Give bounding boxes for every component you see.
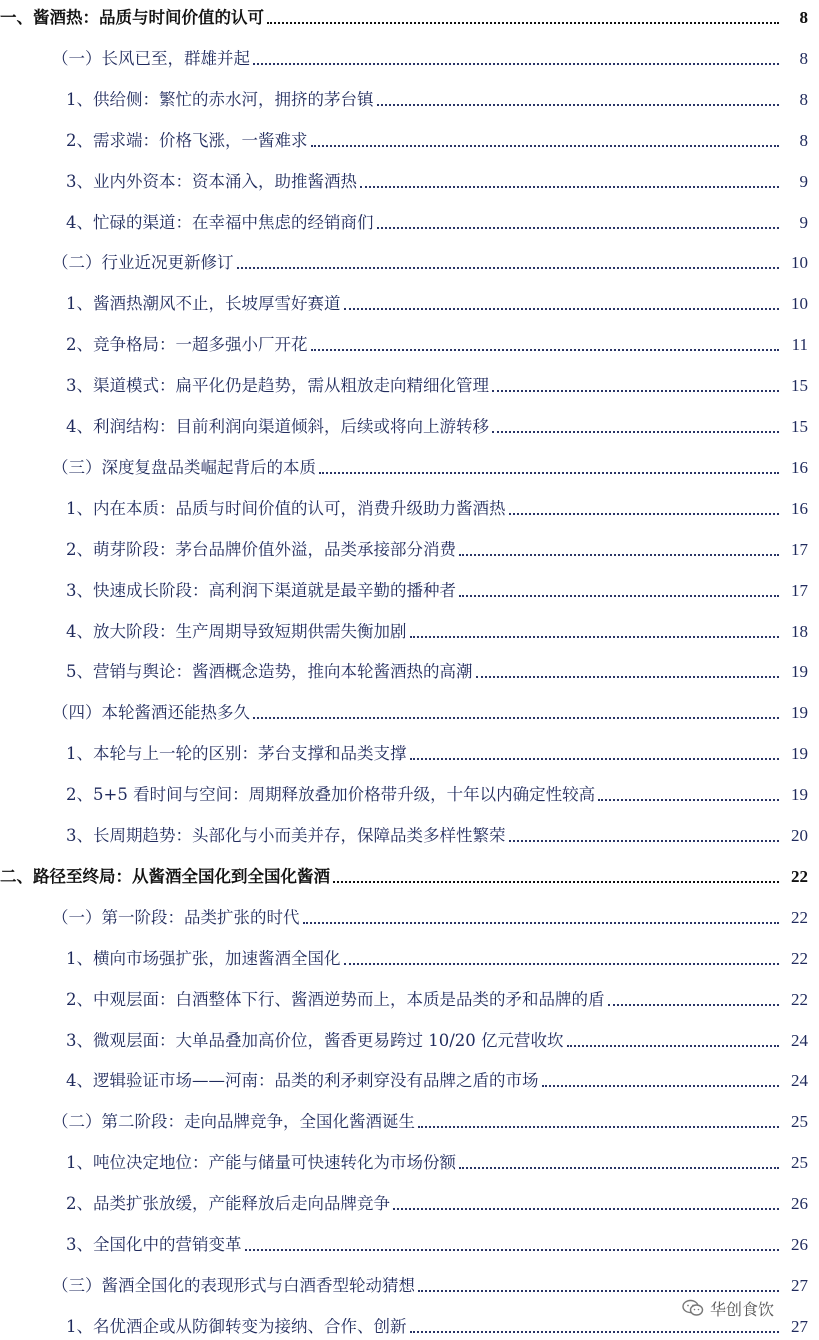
toc-entry-title: 4、放大阶段：生产周期导致短期供需失衡加剧 (66, 621, 407, 641)
toc-entry-title: （二）行业近况更新修订 (52, 253, 234, 273)
toc-entry-title: 2、萌芽阶段：茅台品牌价值外溢，品类承接部分消费 (66, 539, 456, 559)
toc-entry-title: 一、酱酒热：品质与时间价值的认可 (0, 8, 264, 27)
dot-leader (459, 595, 779, 597)
dot-leader (567, 1045, 779, 1047)
dot-leader (253, 717, 779, 719)
toc-page-number: 19 (791, 703, 808, 723)
toc-subsection-entry[interactable] (0, 986, 819, 1010)
toc-section-entry[interactable] (0, 454, 819, 478)
dot-leader (509, 513, 780, 515)
toc-entry-title: 1、横向市场强扩张，加速酱酒全国化 (66, 948, 341, 968)
toc-entry-title: 3、快速成长阶段：高利润下渠道就是最辛勤的播种者 (66, 580, 456, 600)
toc-section-entry[interactable] (0, 1272, 819, 1296)
toc-subsection-entry[interactable] (0, 658, 819, 682)
dot-leader (245, 1249, 780, 1251)
toc-section-entry[interactable] (0, 1108, 819, 1132)
toc-subsection-entry[interactable] (0, 618, 819, 642)
toc-page-number: 24 (791, 1071, 808, 1091)
toc-entry-title: 3、长周期趋势：头部化与小而美并存，保障品类多样性繁荣 (66, 826, 506, 845)
toc-entry-title: 3、全国化中的营销变革 (66, 1235, 242, 1254)
dot-leader (319, 472, 779, 474)
toc-chapter-entry[interactable] (0, 4, 819, 28)
toc-page-number: 8 (799, 8, 808, 27)
toc-page-number: 15 (791, 376, 808, 396)
toc-page-number: 26 (791, 1235, 808, 1254)
dot-leader (360, 186, 779, 188)
toc-subsection-entry[interactable] (0, 781, 819, 805)
toc-page-number: 19 (791, 662, 808, 682)
toc-page-number: 25 (791, 1112, 808, 1132)
toc-subsection-entry[interactable] (0, 331, 819, 355)
toc-page-number: 20 (791, 826, 808, 845)
toc-page-number: 8 (799, 48, 808, 68)
dot-leader (410, 636, 780, 638)
toc-subsection-entry[interactable] (0, 945, 819, 969)
toc-entry-title: （三）酱酒全国化的表现形式与白酒香型轮动猜想 (52, 1275, 415, 1295)
toc-page-number: 27 (791, 1316, 808, 1336)
toc-entry-title: 1、本轮与上一轮的区别：茅台支撑和品类支撑 (66, 744, 407, 764)
toc-section-entry[interactable] (0, 249, 819, 273)
toc-page-number: 8 (799, 130, 808, 150)
toc-page-number: 16 (791, 498, 808, 518)
toc-section-entry[interactable] (0, 904, 819, 928)
dot-leader (333, 881, 779, 883)
toc-subsection-entry[interactable] (0, 1190, 819, 1214)
toc-section-entry[interactable] (0, 699, 819, 723)
dot-leader (303, 922, 780, 924)
toc-entry-title: 4、利润结构：目前利润向渠道倾斜，后续或将向上游转移 (66, 417, 489, 436)
toc-entry-title: （一）第一阶段：品类扩张的时代 (52, 907, 300, 927)
toc-page-number: 10 (791, 294, 808, 314)
dot-leader (344, 308, 780, 310)
toc-page-number: 19 (791, 785, 808, 805)
toc-page-number: 19 (791, 744, 808, 764)
toc-entry-title: 1、酱酒热潮风不止，长坡厚雪好赛道 (66, 294, 341, 314)
toc-entry-title: （一）长风已至，群雄并起 (52, 48, 250, 68)
toc-subsection-entry[interactable] (0, 495, 819, 519)
toc-entry-title: 3、微观层面：大单品叠加高价位，酱香更易跨过 10/20 亿元营收坎 (66, 1030, 564, 1050)
toc-page-number: 17 (791, 580, 808, 600)
toc-chapter-entry[interactable] (0, 863, 819, 887)
toc-subsection-entry[interactable] (0, 536, 819, 560)
toc-entry-title: 1、吨位决定地位：产能与储量可快速转化为市场份额 (66, 1153, 456, 1173)
dot-leader (418, 1126, 779, 1128)
dot-leader (267, 22, 779, 24)
toc-page-number: 22 (791, 948, 808, 968)
dot-leader (476, 676, 780, 678)
toc-entry-title: 2、需求端：价格飞涨，一酱难求 (66, 130, 308, 150)
toc-subsection-entry[interactable] (0, 822, 819, 846)
toc-subsection-entry[interactable] (0, 372, 819, 396)
wechat-icon (682, 1299, 704, 1317)
toc-page-number: 22 (791, 907, 808, 927)
toc-entry-title: 二、路径至终局：从酱酒全国化到全国化酱酒 (0, 866, 330, 886)
toc-subsection-entry[interactable] (0, 209, 819, 233)
toc-page-number: 18 (791, 621, 808, 641)
toc-page-number: 17 (791, 539, 808, 559)
toc-entry-title: 1、内在本质：品质与时间价值的认可，消费升级助力酱酒热 (66, 498, 506, 518)
toc-subsection-entry[interactable] (0, 577, 819, 601)
toc-subsection-entry[interactable] (0, 168, 819, 192)
toc-entry-title: 4、忙碌的渠道：在幸福中焦虑的经销商们 (66, 212, 374, 232)
toc-page-number: 25 (791, 1153, 808, 1173)
toc-section-entry[interactable] (0, 45, 819, 69)
toc-page-number: 9 (799, 212, 808, 232)
toc-subsection-entry[interactable] (0, 290, 819, 314)
dot-leader (237, 267, 780, 269)
toc-subsection-entry[interactable] (0, 413, 819, 437)
toc-entry-title: 2、5+5 看时间与空间：周期释放叠加价格带升级，十年以内确定性较高 (66, 785, 596, 805)
watermark (682, 1296, 774, 1320)
dot-leader (598, 799, 779, 801)
dot-leader (509, 840, 780, 842)
toc-entry-title: 2、品类扩张放缓，产能释放后走向品牌竞争 (66, 1194, 390, 1214)
toc-page-number: 10 (791, 253, 808, 273)
dot-leader (492, 390, 779, 392)
dot-leader (377, 104, 780, 106)
toc-page-number: 22 (791, 866, 808, 886)
toc-page-number: 16 (791, 457, 808, 477)
toc-entry-title: 3、业内外资本：资本涌入，助推酱酒热 (66, 171, 357, 191)
toc-subsection-entry[interactable] (0, 740, 819, 764)
dot-leader (377, 227, 780, 229)
dot-leader (418, 1290, 779, 1292)
toc-entry-title: （三）深度复盘品类崛起背后的本质 (52, 457, 316, 477)
toc-subsection-entry[interactable] (0, 1231, 819, 1255)
toc-entry-title: 1、供给侧：繁忙的赤水河，拥挤的茅台镇 (66, 89, 374, 109)
dot-leader (459, 1167, 779, 1169)
toc-subsection-entry[interactable] (0, 127, 819, 151)
dot-leader (608, 1004, 780, 1006)
watermark-text: 华创食饮 (710, 1299, 775, 1319)
dot-leader (542, 1085, 780, 1087)
dot-leader (459, 554, 779, 556)
toc-entry-title: 1、名优酒企或从防御转变为接纳、合作、创新 (66, 1316, 407, 1336)
dot-leader (492, 431, 779, 433)
toc-entry-title: 5、营销与舆论：酱酒概念造势，推向本轮酱酒热的高潮 (66, 662, 473, 682)
toc-page-number: 27 (791, 1275, 808, 1295)
toc-entry-title: 3、渠道模式：扁平化仍是趋势，需从粗放走向精细化管理 (66, 376, 489, 396)
toc-page-number: 15 (791, 417, 808, 436)
toc-page-number: 11 (791, 335, 808, 355)
dot-leader (311, 145, 780, 147)
toc-page-number: 9 (799, 171, 808, 191)
toc-entry-title: 2、竞争格局：一超多强小厂开花 (66, 335, 308, 355)
dot-leader (410, 758, 780, 760)
dot-leader (344, 963, 780, 965)
dot-leader (311, 349, 780, 351)
toc-subsection-entry[interactable] (0, 1149, 819, 1173)
toc-subsection-entry[interactable] (0, 1027, 819, 1051)
toc-entry-title: 4、逻辑验证市场——河南：品类的利矛刺穿没有品牌之盾的市场 (66, 1071, 539, 1091)
toc-entry-title: 2、中观层面：白酒整体下行、酱酒逆势而上，本质是品类的矛和品牌的盾 (66, 989, 605, 1009)
toc-subsection-entry[interactable] (0, 86, 819, 110)
toc-entry-title: （四）本轮酱酒还能热多久 (52, 703, 250, 723)
dot-leader (393, 1208, 779, 1210)
toc-page-number: 22 (791, 989, 808, 1009)
toc-page-number: 8 (799, 89, 808, 109)
toc-page-number: 24 (791, 1030, 808, 1050)
dot-leader (253, 63, 779, 65)
toc-page-number: 26 (791, 1194, 808, 1214)
dot-leader (410, 1331, 780, 1333)
toc-entry-title: （二）第二阶段：走向品牌竞争，全国化酱酒诞生 (52, 1112, 415, 1132)
toc-subsection-entry[interactable] (0, 1067, 819, 1091)
